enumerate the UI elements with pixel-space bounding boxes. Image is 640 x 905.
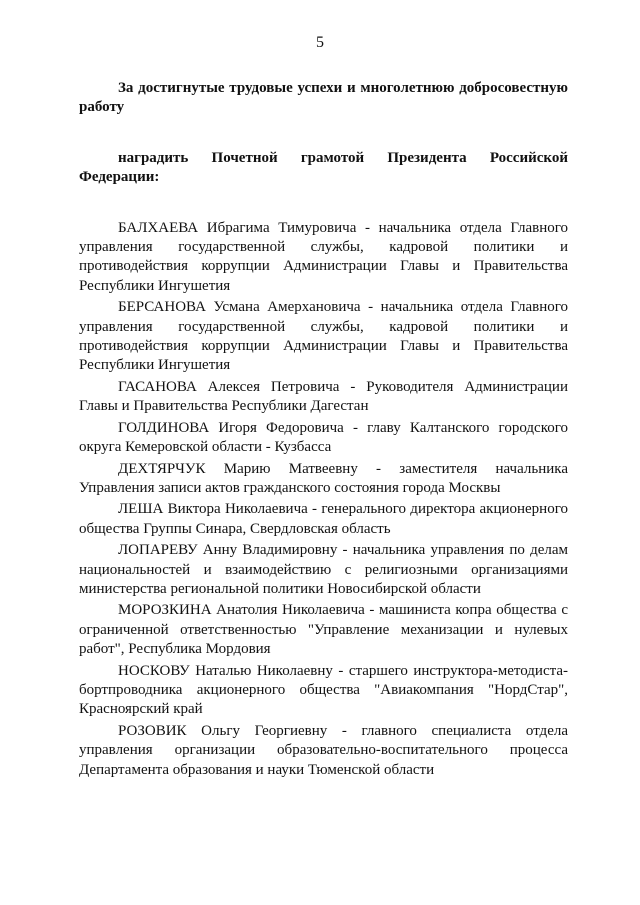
award-statement: наградить Почетной грамотой Президента Российской Федерации: bbox=[79, 149, 568, 186]
recipient-list bbox=[79, 219, 568, 780]
recipient-entry: БАЛХАЕВА Ибрагима Тимуровича - начальника отдела Главного управления государственной службы, кадровой политики и противодействия коррупции Администрации Главы и Правительства Республики Ингушетия bbox=[79, 219, 568, 294]
paragraph-spacer bbox=[79, 188, 568, 219]
recipient-entry: ДЕХТЯРЧУК Марию Матвеевну - заместителя начальника Управления записи актов гражданского состояния города Москвы bbox=[79, 460, 568, 496]
recipient-entry: МОРОЗКИНА Анатолия Николаевича - машиниста копра общества с ограниченной ответственностью "Управление механизации и нулевых работ", Республика Мордовия bbox=[79, 602, 568, 658]
recipient-entry: ЛОПАРЕВУ Анну Владимировну - начальника управления по делам национальностей и взаимодействию с религиозными организациями министерства региональной политики Новосибирской области bbox=[79, 542, 568, 597]
recipient-entry: ЛЕША Виктора Николаевича - генерального директора акционерного общества Группы Синара, Свердловская область bbox=[79, 501, 568, 537]
document-body bbox=[79, 79, 568, 782]
page-number: 5 bbox=[316, 34, 324, 51]
recipient-entry: РОЗОВИК Ольгу Георгиевну - главного специалиста отдела управления организации образовательно-воспитательного процесса Департамента образования и науки Тюменской области bbox=[79, 722, 568, 778]
paragraph-spacer bbox=[79, 118, 568, 149]
merit-statement: За достигнутые трудовые успехи и многолетнюю добросовестную работу bbox=[79, 80, 568, 116]
recipient-entry: БЕРСАНОВА Усмана Амерхановича - начальника отдела Главного управления государственной службы, кадровой политики и противодействия коррупции Администрации Главы и Правительства Республики Ингушетия bbox=[79, 299, 568, 374]
recipient-entry: ГОЛДИНОВА Игоря Федоровича - главу Калтанского городского округа Кемеровской области - Кузбасса bbox=[79, 419, 568, 456]
recipient-entry: НОСКОВУ Наталью Николаевну - старшего инструктора-методиста-бортпроводника акционерного общества "Авиакомпания "НордСтар", Красноярский край bbox=[79, 662, 568, 718]
recipient-entry: ГАСАНОВА Алексея Петровича - Руководителя Администрации Главы и Правительства Республики Дагестан bbox=[79, 378, 568, 415]
